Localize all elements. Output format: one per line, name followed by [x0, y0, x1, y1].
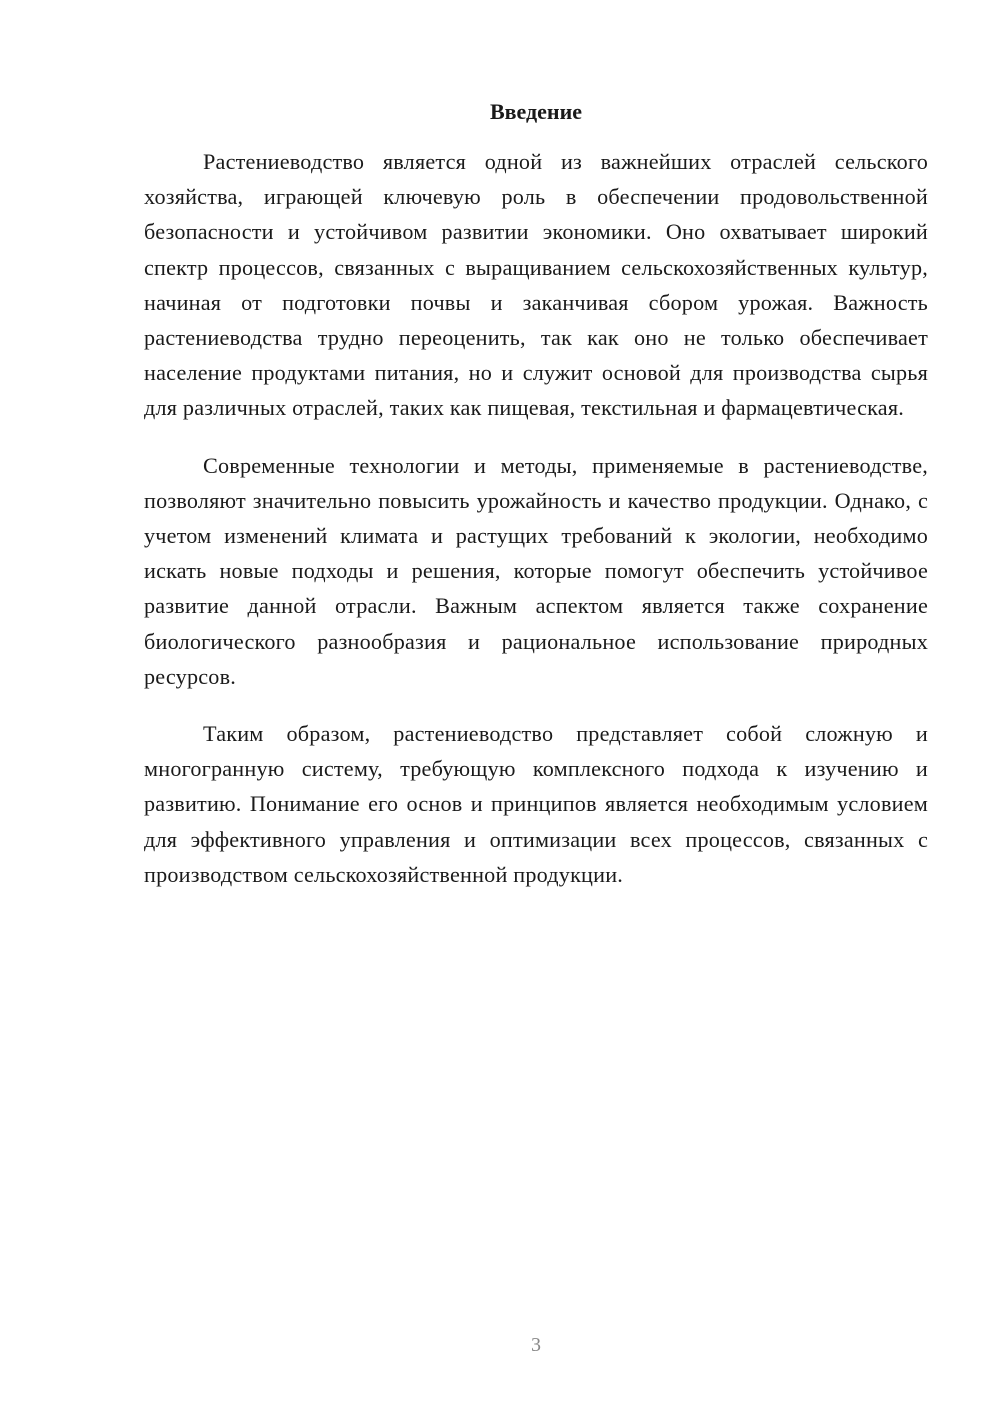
page-content — [144, 96, 928, 914]
paragraph-intro: Растениеводство является одной из важнейших отраслей сельского хозяйства, играющей ключевую роль в обеспечении продовольственной безопасности и устойчивом развитии экономики. Оно охватывает широкий спектр процессов, связанных с выращиванием сельскохозяйственных культур, начиная от подготовки почвы и заканчивая сбором урожая. Важность растениеводства трудно переоценить, так как оно не только обеспечивает население продуктами питания, но и служит основой для производства сырья для различных отраслей, таких как пищевая, текстильная и фармацевтическая. — [144, 149, 928, 421]
page-number: 3 — [531, 1334, 541, 1356]
paragraph-technologies: Современные технологии и методы, применяемые в растениеводстве, позволяют значительно повысить урожайность и качество продукции. Однако, с учетом изменений климата и растущих требований к экологии, необходимо искать новые подходы и решения, которые помогут обеспечить устойчивое развитие данной отрасли. Важным аспектом является также сохранение биологического разнообразия и рациональное использование природных ресурсов. — [144, 452, 928, 689]
section-title: Введение — [489, 99, 583, 124]
paragraph-conclusion: Таким образом, растениеводство представляет собой сложную и многогранную систему, требующую комплексного подхода к изучению и развитию. Понимание его основ и принципов является необходимым условием для эффективного управления и оптимизации всех процессов, связанных с производством сельскохозяйственной продукции. — [144, 721, 928, 887]
